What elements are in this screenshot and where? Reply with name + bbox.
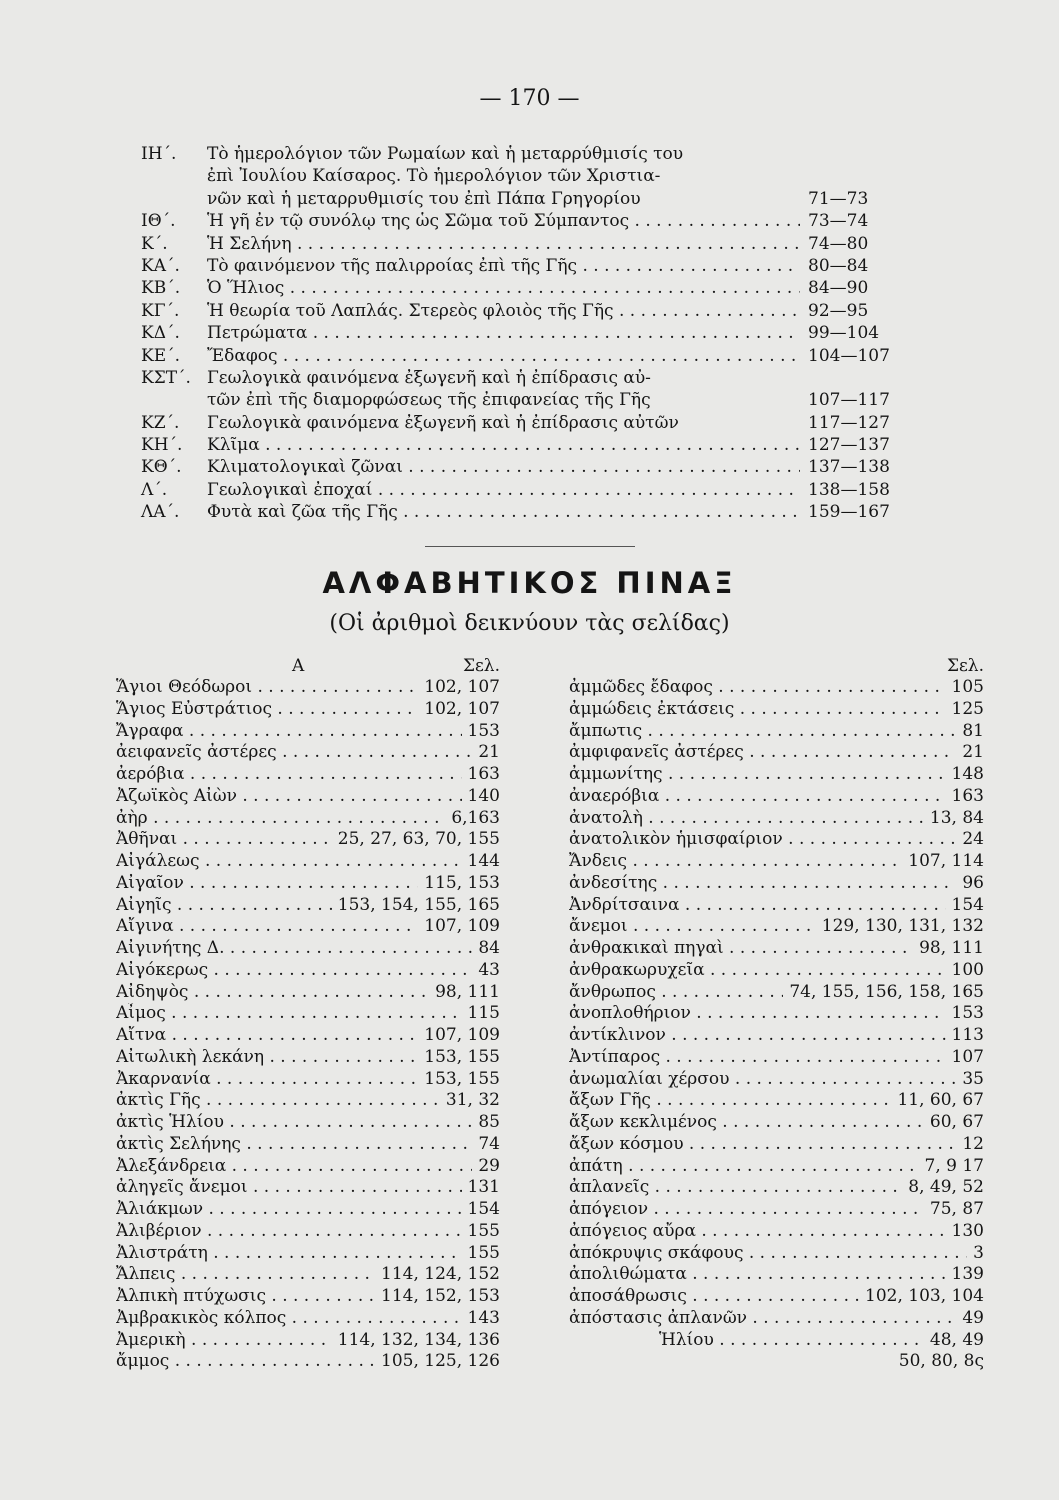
page-label: Σελ. bbox=[946, 656, 984, 676]
index-entry bbox=[569, 1025, 984, 1047]
index-entry bbox=[116, 1069, 500, 1091]
index-pages: 163 bbox=[951, 785, 984, 806]
index-entry bbox=[569, 721, 984, 743]
index-pages: 6,163 bbox=[451, 807, 500, 828]
index-pages: 8, 49, 52 bbox=[908, 1177, 984, 1198]
toc-entry bbox=[141, 143, 926, 165]
index-column-right bbox=[569, 655, 984, 1373]
index-entry bbox=[569, 1047, 984, 1069]
index-entry bbox=[569, 916, 984, 938]
toc-chapter-title: Γεωλογικαὶ ἐποχαί . . . bbox=[207, 479, 800, 501]
index-entry bbox=[116, 677, 500, 699]
index-term: ἀκτὶς Σελήνης . . . bbox=[116, 1134, 472, 1156]
index-term: ἄνεμοι . . . bbox=[569, 916, 816, 938]
index-pages: 139 bbox=[951, 1264, 984, 1285]
toc-chapter-title: Τὸ φαινόμενον τῆς παλιρροίας ἐπὶ τῆς Γῆς . . . bbox=[207, 255, 800, 277]
toc-chapter-title: Γεωλογικὰ φαινόμενα ἐξωγενῆ καὶ ἡ ἐπίδρασις αὐ- bbox=[207, 367, 651, 388]
index-term: Ἀνδρίτσαινα . . . bbox=[569, 895, 946, 917]
page-number: — 170 — bbox=[479, 86, 580, 111]
index-pages: 105, 125, 126 bbox=[381, 1351, 500, 1372]
toc-pages: 84—90 bbox=[808, 278, 869, 299]
index-pages: 31, 32 bbox=[445, 1090, 500, 1111]
index-term: ἄξων Γῆς . . . bbox=[569, 1090, 891, 1112]
toc-pages: 117—127 bbox=[808, 412, 890, 433]
toc-chapter-number: ΚΣΤ΄. bbox=[141, 367, 191, 388]
index-pages: 114, 124, 152 bbox=[381, 1264, 500, 1285]
toc-chapter-number: ΚΒ΄. bbox=[141, 278, 181, 299]
index-pages: 43 bbox=[478, 959, 500, 980]
toc-chapter-number: ΛΑ΄. bbox=[141, 502, 180, 523]
index-pages: 131 bbox=[467, 1177, 500, 1198]
index-entry bbox=[116, 699, 500, 721]
index-term: Αἰδηψὸς . . . bbox=[116, 982, 429, 1004]
index-entry bbox=[569, 1069, 984, 1091]
index-term: Ἅγιος Εὐστράτιος . . . bbox=[116, 699, 418, 721]
index-term: Αἰτωλικὴ λεκάνη . . . bbox=[116, 1047, 418, 1069]
index-term: Ἄλπεις . . . bbox=[116, 1264, 375, 1286]
index-term: Αἰγινήτης Δ. . . . bbox=[116, 938, 472, 960]
index-term: ἀνατολικὸν ἡμισφαίριον . . . bbox=[569, 829, 956, 851]
index-term: ἀναερόβια . . . bbox=[569, 786, 946, 808]
index-entry bbox=[116, 1003, 500, 1025]
toc-chapter-number: ΚΑ΄. bbox=[141, 255, 180, 276]
index-term: ἀὴρ . . . bbox=[116, 808, 445, 830]
index-term: Αἶμος . . . bbox=[116, 1003, 462, 1025]
index-entry bbox=[569, 938, 984, 960]
index-pages: 100 bbox=[951, 959, 984, 980]
toc-entry bbox=[141, 456, 926, 478]
index-pages: 107, 109 bbox=[424, 1025, 500, 1045]
index-pages: 74, 155, 156, 158, 165 bbox=[789, 981, 984, 1002]
toc-chapter-title: Ἡ θεωρία τοῦ Λαπλάς. Στερεὸς φλοιὸς τῆς Γῆς . . . bbox=[207, 300, 800, 322]
index-term: ἄξων κεκλιμένος . . . bbox=[569, 1112, 924, 1134]
page-label: Σελ. bbox=[462, 656, 500, 676]
index-pages: 102, 107 bbox=[424, 677, 500, 697]
index-pages: 98, 111 bbox=[435, 981, 500, 1002]
index-pages: 154 bbox=[467, 1199, 500, 1219]
index-pages: 148 bbox=[951, 764, 984, 784]
index-pages: 29 bbox=[478, 1155, 500, 1176]
index-entry bbox=[116, 1351, 500, 1373]
toc-pages: 92—95 bbox=[808, 300, 869, 321]
index-term: Αἰγαῖον . . . bbox=[116, 873, 418, 895]
index-pages: 155 bbox=[467, 1220, 500, 1241]
index-entry bbox=[116, 829, 500, 851]
index-pages: 107 bbox=[951, 1046, 984, 1067]
index-entry bbox=[116, 1090, 500, 1112]
index-pages: 114, 132, 134, 136 bbox=[337, 1329, 500, 1350]
toc-chapter-title: Φυτὰ καὶ ζῶα τῆς Γῆς . . . bbox=[207, 501, 800, 523]
index-term: Ἀζωϊκὸς Αἰὼν . . . bbox=[116, 786, 462, 808]
index-entry bbox=[569, 829, 984, 851]
index-pages: 84 bbox=[478, 938, 500, 958]
index-entry bbox=[116, 742, 500, 764]
index-pages: 153, 154, 155, 165 bbox=[337, 894, 500, 915]
index-term: ἀκτὶς Ἡλίου . . . bbox=[116, 1112, 472, 1134]
index-term: Ἀλπικὴ πτύχωσις . . . bbox=[116, 1286, 375, 1308]
index-pages: 105 bbox=[951, 677, 984, 697]
index-term: Αἰγάλεως . . . bbox=[116, 851, 462, 873]
index-pages: 130 bbox=[951, 1220, 984, 1241]
index-column-left bbox=[116, 655, 500, 1373]
toc-entry bbox=[141, 188, 926, 210]
index-entry bbox=[116, 1221, 500, 1243]
toc-chapter-number: ΚΕ΄. bbox=[141, 345, 181, 366]
index-pages: 115 bbox=[467, 1003, 500, 1024]
index-term: ἀειφανεῖς ἀστέρες . . . bbox=[116, 742, 472, 764]
index-term: ἀπολιθώματα . . . bbox=[569, 1264, 946, 1286]
index-pages: 3 bbox=[973, 1242, 984, 1263]
index-entry bbox=[569, 677, 984, 699]
index-term: Αἴγινα . . . bbox=[116, 916, 418, 938]
index-pages: 107, 114 bbox=[908, 851, 984, 871]
toc-entry bbox=[141, 165, 926, 187]
toc-entry bbox=[141, 233, 926, 255]
index-term: Αἰγόκερως . . . bbox=[116, 960, 472, 982]
index-entry bbox=[569, 1177, 984, 1199]
index-entry bbox=[116, 1330, 500, 1352]
index-entry bbox=[116, 1156, 500, 1178]
toc-chapter-title: Κλῖμα . . . bbox=[207, 434, 800, 456]
index-entry bbox=[116, 851, 500, 873]
index-entry bbox=[116, 1177, 500, 1199]
index-entry bbox=[569, 982, 984, 1004]
index-letter: Α bbox=[292, 656, 305, 676]
index-term: Ἀντίπαρος . . . bbox=[569, 1047, 946, 1069]
index-term: ἀνδεσίτης . . . bbox=[569, 873, 956, 895]
index-title: ΑΛΦΑΒΗΤΙΚΟΣ ΠΙΝΑΞ bbox=[322, 566, 737, 600]
index-entry bbox=[569, 1286, 984, 1308]
index-entry bbox=[116, 808, 500, 830]
index-term: ἀπλανεῖς . . . bbox=[569, 1177, 902, 1199]
toc-chapter-number: Λ΄. bbox=[141, 479, 168, 500]
toc-chapter-title: Τὸ ἡμερολόγιον τῶν Ρωμαίων καὶ ἡ μεταρρύθμισίς του bbox=[207, 144, 684, 164]
toc-chapter-number: ΙΘ΄. bbox=[141, 211, 176, 232]
toc-chapter-number: ΚΖ΄. bbox=[141, 412, 180, 433]
index-term: ἀποσάθρωσις . . . bbox=[569, 1286, 859, 1308]
index-subtitle: (Οἱ ἀριθμοὶ δεικνύουν τὰς σελίδας) bbox=[329, 611, 730, 636]
index-entry bbox=[116, 1264, 500, 1286]
toc-pages: 159—167 bbox=[808, 502, 890, 523]
index-term: ἀνθρακικαὶ πηγαὶ . . . bbox=[569, 938, 913, 960]
toc-chapter-title: τῶν ἐπὶ τῆς διαμορφώσεως τῆς ἐπιφανείας τῆς Γῆς bbox=[207, 390, 651, 411]
index-entry bbox=[116, 938, 500, 960]
index-entry bbox=[569, 1243, 984, 1265]
index-entry bbox=[569, 1308, 984, 1330]
index-term: Αἰγηῖς . . . bbox=[116, 895, 332, 917]
toc-pages: 73—74 bbox=[808, 211, 869, 232]
index-pages: 81 bbox=[962, 720, 984, 741]
index-entry bbox=[569, 873, 984, 895]
toc-chapter-title: Ἡ γῆ ἐν τῷ συνόλῳ της ὡς Σῶμα τοῦ Σύμπαντος . . . bbox=[207, 210, 800, 232]
index-term: ἀκτὶς Γῆς . . . bbox=[116, 1090, 440, 1112]
index-pages: 144 bbox=[467, 851, 500, 871]
index-entry bbox=[569, 1156, 984, 1178]
index-pages: 13, 84 bbox=[929, 807, 984, 828]
index-entry bbox=[116, 1134, 500, 1156]
index-pages: 129, 130, 131, 132 bbox=[821, 916, 984, 937]
index-pages: 153 bbox=[467, 720, 500, 741]
index-pages: 25, 27, 63, 70, 155 bbox=[337, 829, 500, 850]
index-term: Ἀμβρακικὸς κόλπος . . . bbox=[116, 1308, 462, 1330]
index-term: Αἴτνα . . . bbox=[116, 1025, 418, 1047]
index-term: ἄνθρωπος . . . bbox=[569, 982, 783, 1004]
index-term: ἀνατολὴ . . . bbox=[569, 808, 924, 830]
index-entry bbox=[116, 764, 500, 786]
toc-pages: 107—117 bbox=[808, 390, 890, 411]
index-term: Ἅγιοι Θεόδωροι . . . bbox=[116, 677, 418, 699]
index-term: ἀπάτη . . . bbox=[569, 1156, 919, 1178]
toc-chapter-number: ΚΔ΄. bbox=[141, 323, 180, 344]
toc-entry bbox=[141, 255, 926, 277]
index-term: ἀνθρακωρυχεῖα . . . bbox=[569, 960, 946, 982]
index-entry bbox=[116, 786, 500, 808]
toc-pages: 138—158 bbox=[808, 479, 890, 500]
index-term: Ἀλεξάνδρεια . . . bbox=[116, 1156, 472, 1178]
toc-entry bbox=[141, 345, 926, 367]
index-pages: 21 bbox=[478, 742, 500, 763]
index-term: ἀνωμαλίαι χέρσου . . . bbox=[569, 1069, 956, 1091]
index-entry bbox=[569, 1221, 984, 1243]
index-pages: 24 bbox=[962, 829, 984, 850]
toc-chapter-title: Ἡ Σελήνη . . . bbox=[207, 233, 800, 255]
toc-chapter-title: Πετρώματα . . . bbox=[207, 322, 800, 344]
toc-entry bbox=[141, 277, 926, 299]
index-term: Ἀθῆναι . . . bbox=[116, 829, 332, 851]
index-entry bbox=[116, 895, 500, 917]
toc-entry bbox=[141, 434, 926, 456]
index-term: ἀντίκλινον . . . bbox=[569, 1025, 946, 1047]
index-entry bbox=[569, 960, 984, 982]
toc-entry bbox=[141, 412, 926, 434]
index-entry bbox=[569, 851, 984, 873]
index-entry bbox=[569, 699, 984, 721]
index-pages: 113 bbox=[951, 1025, 984, 1045]
index-pages: 11, 60, 67 bbox=[897, 1090, 984, 1111]
index-term: Ἀλιστράτη . . . bbox=[116, 1243, 462, 1265]
index-entry bbox=[569, 1112, 984, 1134]
index-term: ἀμμώδεις ἐκτάσεις . . . bbox=[569, 699, 946, 721]
toc-entry bbox=[141, 389, 926, 411]
section-divider bbox=[425, 546, 635, 547]
index-entry bbox=[116, 1199, 500, 1221]
toc-entry bbox=[141, 479, 926, 501]
index-term: ἄμπωτις . . . bbox=[569, 721, 956, 743]
index-entry bbox=[569, 742, 984, 764]
index-entry bbox=[569, 764, 984, 786]
index-pages: 85 bbox=[478, 1112, 500, 1132]
index-entry bbox=[116, 1112, 500, 1134]
toc-chapter-number: Κ΄. bbox=[141, 233, 168, 254]
index-term: ἀερόβια . . . bbox=[116, 764, 462, 786]
toc-pages: 71—73 bbox=[808, 188, 869, 209]
index-entry bbox=[116, 960, 500, 982]
index-pages: 153, 155 bbox=[424, 1046, 500, 1067]
toc-chapter-title: Ὁ Ἥλιος . . . bbox=[207, 277, 800, 299]
index-pages: 163 bbox=[467, 764, 500, 784]
index-entry bbox=[116, 873, 500, 895]
index-term: Ἀκαρνανία . . . bbox=[116, 1069, 418, 1091]
index-pages: 125 bbox=[951, 698, 984, 719]
index-entry bbox=[116, 982, 500, 1004]
toc-chapter-title: ἐπὶ Ἰουλίου Καίσαρος. Τὸ ἡμερολόγιον τῶν Χριστια- bbox=[207, 166, 661, 187]
index-entry bbox=[569, 808, 984, 830]
index-pages: 60, 67 bbox=[929, 1112, 984, 1132]
index-pages: 48, 49 bbox=[929, 1329, 984, 1350]
index-entry bbox=[569, 895, 984, 917]
index-entry bbox=[569, 1199, 984, 1221]
index-term: ἀπόγειος αὔρα . . . bbox=[569, 1221, 946, 1243]
index-pages: 21 bbox=[962, 742, 984, 763]
index-pages: 50, 80, 8ς bbox=[898, 1351, 984, 1372]
index-term: ἀληγεῖς ἄνεμοι . . . bbox=[116, 1177, 462, 1199]
toc-entry bbox=[141, 210, 926, 232]
index-entry bbox=[569, 1134, 984, 1156]
column-header bbox=[116, 655, 500, 677]
index-pages: 153, 155 bbox=[424, 1068, 500, 1089]
toc-entry bbox=[141, 367, 926, 389]
index-pages: 115, 153 bbox=[424, 872, 500, 893]
toc-pages: 80—84 bbox=[808, 255, 869, 276]
index-term: Ἀμερικὴ . . . bbox=[116, 1330, 332, 1352]
index-entry bbox=[116, 1047, 500, 1069]
toc-chapter-title: Γεωλογικὰ φαινόμενα ἐξωγενῆ καὶ ἡ ἐπίδρασις αὐτῶν bbox=[207, 412, 679, 433]
index-entry bbox=[569, 1330, 984, 1352]
toc-chapter-number: ΙΗ΄. bbox=[141, 144, 177, 164]
index-pages: 143 bbox=[467, 1307, 500, 1328]
index-pages: 154 bbox=[951, 894, 984, 915]
index-entry bbox=[569, 1090, 984, 1112]
toc-chapter-title: νῶν καὶ ἡ μεταρρυθμισίς του ἐπὶ Πάπα Γρηγορίου bbox=[207, 188, 641, 209]
index-term: ἄξων κόσμου . . . bbox=[569, 1134, 956, 1156]
index-entry bbox=[116, 1286, 500, 1308]
index-pages: 153 bbox=[951, 1003, 984, 1024]
index-pages: 49 bbox=[962, 1307, 984, 1328]
index-pages: 74 bbox=[478, 1133, 500, 1154]
toc-entry bbox=[141, 501, 926, 523]
index-term: ἀμμῶδες ἔδαφος . . . bbox=[569, 677, 946, 699]
index-term: Ἄνδεις . . . bbox=[569, 851, 902, 873]
column-header bbox=[569, 655, 984, 677]
index-entry bbox=[116, 1308, 500, 1330]
index-entry bbox=[569, 1264, 984, 1286]
index-pages: 7, 9 17 bbox=[924, 1155, 984, 1176]
table-of-contents bbox=[141, 143, 926, 524]
index-entry bbox=[116, 1025, 500, 1047]
toc-chapter-number: ΚΓ΄. bbox=[141, 300, 180, 321]
toc-entry bbox=[141, 322, 926, 344]
index-pages: 75, 87 bbox=[929, 1199, 984, 1219]
index-pages: 96 bbox=[962, 872, 984, 893]
index-term: Ἄγραφα . . . bbox=[116, 721, 462, 743]
index-term: ἀπόστασις ἀπλανῶν . . . bbox=[569, 1308, 956, 1330]
toc-pages: 99—104 bbox=[808, 323, 880, 344]
index-entry bbox=[116, 1243, 500, 1265]
index-pages: 12 bbox=[962, 1133, 984, 1154]
toc-chapter-title: Ἔδαφος . . . bbox=[207, 345, 800, 367]
toc-pages: 104—107 bbox=[808, 345, 890, 366]
toc-pages: 137—138 bbox=[808, 457, 890, 478]
index-pages: 98, 111 bbox=[919, 938, 984, 958]
toc-chapter-title: Κλιματολογικαὶ ζῶναι . . . bbox=[207, 456, 800, 478]
index-term: Ἀλιβέριον . . . bbox=[116, 1221, 462, 1243]
index-pages: 114, 152, 153 bbox=[381, 1286, 500, 1306]
toc-chapter-number: ΚΗ΄. bbox=[141, 435, 183, 456]
index-pages: 140 bbox=[467, 785, 500, 806]
index-pages: 155 bbox=[467, 1242, 500, 1263]
index-term: ἀπόγειον . . . bbox=[569, 1199, 924, 1221]
index-term: ἀμμωνίτης . . . bbox=[569, 764, 946, 786]
index-pages: 107, 109 bbox=[424, 916, 500, 937]
index-entry bbox=[569, 1003, 984, 1025]
index-term: ἀνοπλοθήριον . . . bbox=[569, 1003, 946, 1025]
index-entry bbox=[116, 721, 500, 743]
index-term: Ἡλίου . . . bbox=[569, 1330, 924, 1352]
index-term: Ἀλιάκμων . . . bbox=[116, 1199, 462, 1221]
index-term: ἀμφιφανεῖς ἀστέρες . . . bbox=[569, 742, 956, 764]
index-entry bbox=[569, 1351, 984, 1373]
toc-chapter-number: ΚΘ΄. bbox=[141, 457, 182, 478]
index-pages: 35 bbox=[962, 1068, 984, 1089]
index-pages: 102, 107 bbox=[424, 698, 500, 719]
toc-entry bbox=[141, 300, 926, 322]
toc-pages: 127—137 bbox=[808, 435, 890, 456]
index-entry bbox=[116, 916, 500, 938]
toc-pages: 74—80 bbox=[808, 233, 869, 254]
index-pages: 102, 103, 104 bbox=[865, 1286, 984, 1306]
index-term: ἄμμος . . . bbox=[116, 1351, 375, 1373]
index-entry bbox=[569, 786, 984, 808]
index-term: ἀπόκρυψις σκάφους . . . bbox=[569, 1243, 967, 1265]
